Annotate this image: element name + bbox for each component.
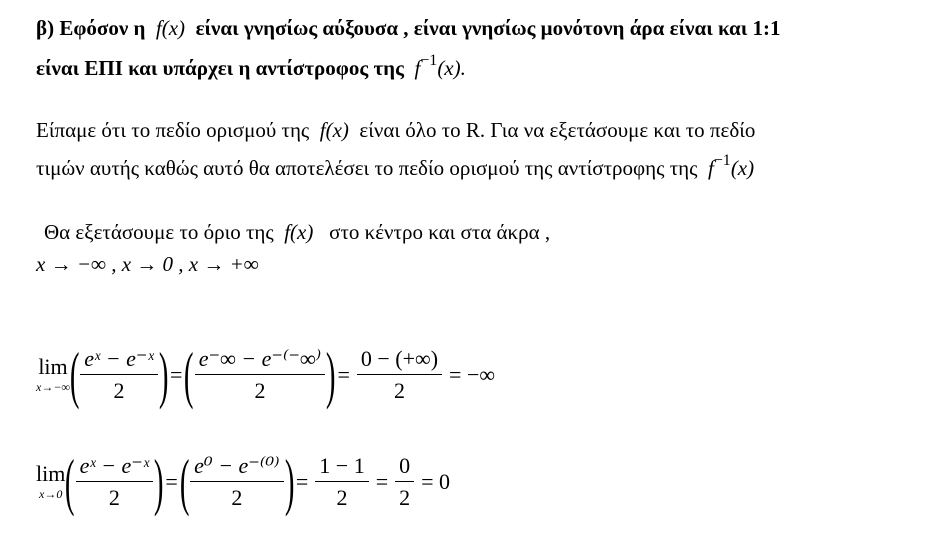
limits-line-1 [44,222,550,243]
limit-1-fraction-2-num: e⁻∞ − e⁻⁽⁻∞⁾ [195,347,325,375]
limit-2-equals-2: = [295,469,309,494]
domain-finv-arg: (x) [730,156,755,180]
limit-2-fraction-4-den: 2 [399,485,411,510]
limit-2-subscript: x→0 [39,486,63,501]
domain-text-1: Είπαμε ότι το πεδίο ορισμού της [36,118,310,142]
limit-2-fraction-2-den: 2 [231,485,243,510]
beta-text-2: είναι γνησίως αύξουσα , είναι γνησίως μονότονη άρα είναι και 1:1 [195,16,781,40]
beta-finv-arg: (x). [437,56,466,80]
beta-label: β) [36,16,55,40]
limit-1-lim-word: lim [38,353,68,379]
beta-finv [414,52,466,80]
domain-text-2: είναι όλο το R. Για να εξετάσουμε και το πεδίο [359,118,756,142]
beta-fx: f(x) [155,16,186,40]
domain-line-1 [36,120,755,141]
limit-1-paren-open-2: ( [184,339,194,410]
domain-line-2 [36,152,755,180]
limit-2-fraction-4-num: 0 [395,454,414,482]
limit-2-equals-1: = [165,469,178,494]
limit-1-fraction-1 [80,347,157,403]
beta-finv-base: f [414,56,421,80]
limit-2-paren-open-1: ( [65,446,75,517]
domain-finv-base: f [707,156,714,180]
limits-fx: f(x) [284,220,314,244]
limit-1-paren-close-1: ) [158,339,169,410]
beta-finv-exp: −1 [420,52,438,69]
domain-text-3: τιμών αυτής καθώς αυτό θα αποτελέσει το πεδίο ορισμού της αντίστροφης της [36,156,698,180]
limit-1-fraction-3-den: 2 [393,378,405,403]
limit-1-paren-close-2: ) [326,339,336,410]
limit-1-fraction-3-num: 0 − (+∞) [357,347,442,375]
limit-2-fraction-3-den: 2 [336,485,348,510]
limit-2-paren-open-2: ( [179,446,190,517]
limit-2-equals-3: = [375,469,389,494]
limit-2-equation [36,446,454,517]
limit-2-fraction-3 [315,454,368,510]
domain-finv-exp: −1 [713,152,731,169]
limit-1-fraction-1-den: 2 [113,378,125,403]
limit-2-fraction-4 [395,454,414,510]
limit-1-fraction-1-num: eˣ − e⁻ˣ [80,347,157,375]
limit-1-fraction-2-den: 2 [254,378,266,403]
limit-2-operator [36,460,66,502]
limit-1-paren-open-1: ( [69,339,80,410]
limit-1-equation [36,339,499,410]
limit-2-lim-word: lim [36,460,66,486]
domain-finv [707,152,755,180]
limits-text-1: Θα εξετάσουμε το όριο της [44,220,274,244]
limit-2-paren-close-2: ) [284,446,294,517]
limit-2-fraction-1-num: eˣ − e⁻ˣ [76,454,153,482]
limit-1-equals-1: = [170,362,183,387]
beta-text-1: Εφόσον η [59,16,146,40]
limit-2-paren-close-1: ) [153,446,164,517]
limit-2-fraction-2-num: e⁰ − e⁻⁽⁰⁾ [190,454,283,482]
limit-2-fraction-1-den: 2 [108,485,120,510]
beta-line-2 [36,52,466,80]
limit-1-operator [36,353,70,395]
limit-2-result: = 0 [421,469,451,494]
domain-fx: f(x) [319,118,349,142]
limit-1-equals-2: = [337,362,350,387]
limits-text-2: στο κέντρο και στα άκρα , [329,220,551,244]
limit-1-fraction-3 [357,347,442,403]
limit-2-fraction-2 [190,454,283,510]
limit-1-subscript: x→−∞ [36,379,70,394]
beta-text-3: είναι ΕΠΙ και υπάρχει η αντίστροφος της [36,56,404,80]
limits-cases: x → −∞ , x → 0 , x → +∞ [36,252,259,276]
limit-2-fraction-3-num: 1 − 1 [315,454,368,482]
limit-2-fraction-1 [76,454,153,510]
limit-1-result: = −∞ [449,362,496,387]
beta-line-1 [36,18,781,39]
limit-1-fraction-2 [195,347,325,403]
